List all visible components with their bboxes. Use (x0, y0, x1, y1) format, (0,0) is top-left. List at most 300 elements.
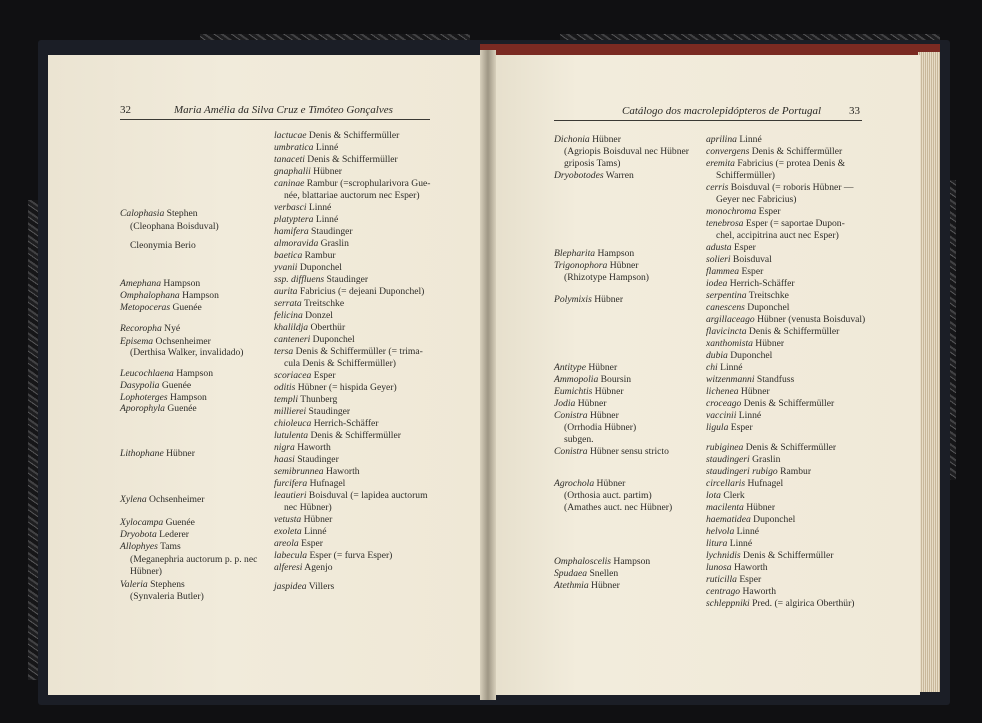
taxon-author: Hampson (611, 556, 651, 567)
taxon-name: oditis (274, 382, 296, 393)
taxon-name: croceago (706, 398, 742, 409)
entry-line (554, 260, 639, 271)
entry-line (274, 394, 337, 405)
taxon-name: jaspidea (274, 581, 307, 592)
taxon-author: Staudinger (324, 274, 369, 285)
entry-line (706, 422, 753, 433)
taxon-name: Recoropha (120, 323, 162, 334)
taxon-name: Agrochola (554, 478, 595, 489)
taxon-name: iodea (706, 278, 728, 289)
taxon-name: tenebrosa (706, 218, 744, 229)
taxon-author: Linné (313, 142, 339, 153)
taxon-name: rubiginea (706, 442, 744, 453)
entry-line (554, 294, 623, 305)
taxon-name: serpentina (706, 290, 747, 301)
taxon-author: Cleonymia Berio (130, 240, 196, 251)
taxon-author: Linné (717, 362, 743, 373)
entry-line (554, 362, 617, 373)
taxon-name: Metopoceras (120, 302, 171, 313)
taxon-author: Duponchel (310, 334, 355, 345)
taxon-author: Esper (= saportae Dupon- (743, 218, 845, 229)
taxon-name: Xylocampa (120, 517, 164, 528)
entry-line (120, 579, 185, 590)
taxon-author: Clerk (720, 490, 745, 501)
taxon-name: platyptera (274, 214, 314, 225)
taxon-author: Treitschke (301, 298, 345, 309)
entry-line (120, 529, 189, 540)
taxon-author: subgen. (564, 434, 594, 445)
entry-line (274, 370, 336, 381)
entry-line (564, 146, 689, 157)
entry-line (120, 448, 195, 459)
taxon-author: (Agriopis Boisduval nec Hübner (564, 146, 689, 157)
taxon-name: Atethmia (554, 580, 589, 591)
taxon-author: Linné (306, 202, 332, 213)
taxon-name: yvanii (274, 262, 298, 273)
taxon-name: almoravida (274, 238, 319, 249)
taxon-author: Staudinger (308, 226, 353, 237)
entry-line (274, 250, 336, 261)
entry-line (274, 214, 338, 225)
taxon-name: lunosa (706, 562, 732, 573)
entry-line (274, 526, 326, 537)
entry-line (274, 274, 368, 285)
entry-line (274, 514, 332, 525)
entry-line (554, 374, 631, 385)
entry-line (706, 398, 834, 409)
entry-line (130, 240, 196, 251)
taxon-author: Rambur (=scrophularivora Gue- (304, 178, 431, 189)
taxon-author: née, blattariae auctorum nec Esper) (284, 190, 420, 201)
taxon-name: aprilina (706, 134, 737, 145)
taxon-name: lactucae (274, 130, 307, 141)
taxon-author: Hübner (163, 448, 195, 459)
taxon-author: Hampson (179, 290, 219, 301)
entry-line (706, 278, 795, 289)
taxon-author: Guenée (159, 380, 192, 391)
taxon-author: Staudinger (306, 406, 351, 417)
entry-line (706, 374, 794, 385)
taxon-name: Xylena (120, 494, 147, 505)
taxon-name: Polymixis (554, 294, 592, 305)
taxon-name: Aporophyla (120, 403, 165, 414)
taxon-author: Pred. (= algirica Oberthür) (749, 598, 855, 609)
taxon-name: centrago (706, 586, 741, 597)
entry-line (706, 410, 761, 421)
entry-line (564, 490, 652, 501)
taxon-author: Duponchel (750, 514, 796, 525)
entry-line (274, 142, 338, 153)
entry-line (274, 130, 399, 141)
taxon-author: Fabricius (= protea Denis & (734, 158, 846, 169)
taxon-name: Eumichtis (554, 386, 593, 397)
taxon-name: canescens (706, 302, 745, 313)
taxon-author: Boisduval (730, 254, 772, 265)
entry-line (130, 566, 162, 577)
taxon-name: Jodia (554, 398, 576, 409)
taxon-author: Denis & Schiffermüller (304, 154, 398, 165)
taxon-author: (Derthisa Walker, invalidado) (130, 347, 244, 358)
entry-line (706, 326, 839, 337)
entry-line (120, 392, 207, 403)
entry-line (554, 568, 618, 579)
entry-line (274, 178, 430, 189)
left-page (48, 55, 488, 695)
taxon-author: Esper (731, 242, 756, 253)
entry-line (564, 158, 620, 169)
taxon-name: ruticilla (706, 574, 737, 585)
taxon-author: Hufnagel (307, 478, 346, 489)
taxon-author: Denis & Schiffermüller (741, 398, 835, 409)
taxon-name: Antitype (554, 362, 586, 373)
taxon-author: Hampson (173, 368, 213, 379)
taxon-author: (Amathes auct. nec Hübner) (564, 502, 673, 513)
taxon-name: lutulenta (274, 430, 309, 441)
taxon-name: Dichonia (554, 134, 590, 145)
taxon-author: Staudinger (294, 454, 339, 465)
taxon-author: Ochsenheimer (146, 494, 205, 505)
entry-line (554, 410, 619, 421)
taxon-author: Duponchel (727, 350, 773, 361)
taxon-name: Blepharita (554, 248, 596, 259)
taxon-name: schleppniki (706, 598, 750, 609)
entry-line (274, 454, 339, 465)
entry-line (274, 490, 428, 501)
taxon-author: (Meganephria auctorum p. p. nec (130, 554, 258, 565)
taxon-name: tersa (274, 346, 294, 357)
taxon-author: Hübner (752, 338, 785, 349)
taxon-name: ligula (706, 422, 729, 433)
taxon-author: Hübner (738, 386, 770, 397)
taxon-name: verbasci (274, 202, 307, 213)
entry-line (716, 230, 839, 241)
taxon-name: vaccinii (706, 410, 737, 421)
entry-line (274, 562, 333, 573)
taxon-name: aurita (274, 286, 298, 297)
taxon-author: (Synvaleria Butler) (130, 591, 204, 602)
taxon-author: Guenée (163, 517, 195, 528)
entry-line (706, 206, 781, 217)
entry-line (274, 202, 331, 213)
taxon-name: haasi (274, 454, 295, 465)
taxon-author: Haworth (294, 442, 331, 453)
taxon-name: umbratica (274, 142, 314, 153)
taxon-name: haematidea (706, 514, 751, 525)
entry-line (130, 221, 219, 232)
entry-line (706, 218, 845, 229)
taxon-name: Omphalophana (120, 290, 180, 301)
taxon-author: Treitschke (746, 290, 789, 301)
entry-line (706, 562, 768, 573)
taxon-name: scoriacea (274, 370, 312, 381)
taxon-author: (Rhizotype Hampson) (564, 272, 649, 283)
entry-line (130, 347, 244, 358)
entry-line (130, 591, 204, 602)
taxon-name: dubia (706, 350, 728, 361)
entry-line (274, 286, 424, 297)
taxon-author: Boisduval (= lapidea auctorum (306, 490, 428, 501)
entry-line (706, 466, 811, 477)
taxon-name: caninae (274, 178, 305, 189)
taxon-author: Denis & Schiffermüller (743, 442, 837, 453)
taxon-author: Graslin (318, 238, 349, 249)
taxon-author: Duponchel (297, 262, 342, 273)
taxon-author: Hübner (301, 514, 333, 525)
entry-line (706, 158, 845, 169)
entry-line (706, 254, 772, 265)
taxon-author: Esper (756, 206, 781, 217)
entry-line (706, 134, 762, 145)
taxon-author: Linné (727, 538, 753, 549)
entry-line (120, 403, 197, 414)
entry-line (274, 310, 333, 321)
taxon-name: lychnidis (706, 550, 741, 561)
taxon-author: Hübner (592, 386, 624, 397)
entry-line (284, 502, 332, 513)
taxon-name: millierei (274, 406, 307, 417)
taxon-author: Herrich-Schäffer (727, 278, 795, 289)
entry-line (706, 490, 745, 501)
taxon-author: Denis & Schiffermüller (749, 146, 843, 157)
taxon-author: Haworth (740, 586, 777, 597)
entry-line (564, 272, 649, 283)
taxon-author: Denis & Schiffermüller (740, 550, 834, 561)
taxon-author: (Cleophana Boisduval) (130, 221, 219, 232)
taxon-author: Linné (313, 214, 339, 225)
taxon-author: Hübner (591, 294, 624, 305)
entry-line (274, 382, 397, 393)
taxon-author: Hübner (575, 398, 607, 409)
taxon-author: Hübner (= hispida Geyer) (295, 382, 397, 393)
taxon-name: tanaceti (274, 154, 305, 165)
taxon-author: Haworth (731, 562, 768, 573)
taxon-name: Valeria (120, 579, 148, 590)
taxon-author: Linné (734, 526, 760, 537)
taxon-author: Linné (301, 526, 327, 537)
taxon-name: Dryobotodes (554, 170, 604, 181)
taxon-name: templi (274, 394, 298, 405)
taxon-author: chel, accipitrina auct nec Esper) (716, 230, 839, 241)
taxon-author: Hübner (743, 502, 776, 513)
taxon-name: flammea (706, 266, 740, 277)
taxon-name: staudingeri rubigo (706, 466, 778, 477)
entry-line (706, 350, 772, 361)
taxon-author: Haworth (323, 466, 360, 477)
taxon-name: Spudaea (554, 568, 588, 579)
taxon-author: Nyé (161, 323, 181, 334)
entry-line (274, 346, 423, 357)
taxon-author: Fabricius (= dejeani Duponchel) (297, 286, 425, 297)
running-head-right: Catálogo dos macrolepidópteros de Portugal (622, 105, 822, 117)
taxon-author: Warren (603, 170, 634, 181)
taxon-name: Omphaloscelis (554, 556, 612, 567)
taxon-name: vetusta (274, 514, 302, 525)
taxon-author: Donzel (302, 310, 333, 321)
entry-line (554, 386, 624, 397)
entry-line (284, 358, 396, 369)
taxon-author: Denis & Schiffermüller (746, 326, 840, 337)
taxon-name: nigra (274, 442, 295, 453)
taxon-author: Hübner (588, 580, 620, 591)
taxon-author: Oberthür (308, 322, 346, 333)
entry-line (554, 556, 650, 567)
taxon-name: Ammopolia (554, 374, 599, 385)
taxon-name: lota (706, 490, 721, 501)
taxon-name: Calophasia (120, 208, 165, 219)
running-head-left: Maria Amélia da Silva Cruz e Timóteo Gonçalves (174, 104, 393, 116)
taxon-name: helvola (706, 526, 735, 537)
taxon-name: baetica (274, 250, 303, 261)
taxon-author: Hübner (venusta Boisduval) (754, 314, 866, 325)
taxon-author: Esper (736, 574, 762, 585)
taxon-author: Hübner (594, 478, 626, 489)
taxon-name: monochroma (706, 206, 757, 217)
taxon-name: canteneri (274, 334, 311, 345)
taxon-name: lichenea (706, 386, 739, 397)
taxon-author: Stephens (147, 579, 185, 590)
taxon-author: Esper (728, 422, 753, 433)
entry-line (706, 338, 784, 349)
page-edges (918, 52, 940, 692)
entry-line (564, 422, 636, 433)
entry-line (706, 574, 761, 585)
taxon-author: Herrich-Schäffer (311, 418, 379, 429)
taxon-author: Esper (298, 538, 323, 549)
entry-line (706, 442, 836, 453)
taxon-name: serrata (274, 298, 302, 309)
taxon-author: Duponchel (744, 302, 790, 313)
taxon-author: Hufnagel (745, 478, 784, 489)
entry-line (274, 334, 355, 345)
taxon-name: staudingeri (706, 454, 750, 465)
entry-line (716, 194, 796, 205)
entry-line (274, 322, 345, 333)
entry-line (274, 478, 345, 489)
taxon-name: adusta (706, 242, 732, 253)
entry-line (120, 208, 198, 219)
entry-line (274, 406, 350, 417)
taxon-name: Trigonophora (554, 260, 608, 271)
taxon-name: areola (274, 538, 299, 549)
taxon-author: Stephen (164, 208, 198, 219)
entry-line (284, 190, 420, 201)
entry-line (554, 478, 625, 489)
entry-line (120, 517, 195, 528)
taxon-name: alferesi (274, 562, 303, 573)
taxon-name: flavicincta (706, 326, 747, 337)
taxon-author: Hübner (589, 134, 621, 145)
entry-line (120, 380, 191, 391)
entry-line (706, 526, 759, 537)
taxon-name: Lophoterges (120, 392, 168, 403)
taxon-name: xanthomista (706, 338, 753, 349)
header-rule-left (120, 119, 430, 120)
taxon-author: Hübner (587, 410, 619, 421)
entry-line (130, 554, 257, 565)
entry-line (274, 418, 379, 429)
entry-line (274, 262, 342, 273)
taxon-name: felicina (274, 310, 303, 321)
entry-line (706, 362, 743, 373)
taxon-author: Esper (311, 370, 336, 381)
taxon-author: Denis & Schiffermüller (= trima- (293, 346, 423, 357)
taxon-author: Hübner sensu stricto (587, 446, 669, 457)
taxon-name: solieri (706, 254, 731, 265)
entry-line (706, 290, 789, 301)
entry-line (706, 586, 776, 597)
taxon-author: Hübner) (130, 566, 162, 577)
taxon-author: Villers (306, 581, 335, 592)
entry-line (120, 368, 213, 379)
taxon-author: Ochsenheimer (153, 336, 211, 347)
taxon-author: Denis & Schiffermüller (308, 430, 401, 441)
taxon-name: Dryobota (120, 529, 157, 540)
taxon-name: exoleta (274, 526, 302, 537)
entry-line (274, 538, 323, 549)
entry-line (554, 580, 620, 591)
taxon-author: Lederer (156, 529, 190, 540)
taxon-name: Allophyes (120, 541, 158, 552)
entry-line (274, 581, 334, 592)
entry-line (706, 454, 780, 465)
taxon-name: eremita (706, 158, 735, 169)
entry-line (274, 166, 342, 177)
entry-line (706, 146, 842, 157)
taxon-author: Hübner (607, 260, 639, 271)
entry-line (274, 154, 398, 165)
entry-line (706, 182, 853, 193)
entry-line (274, 442, 331, 453)
entry-line (274, 226, 353, 237)
taxon-name: convergens (706, 146, 750, 157)
entry-line (120, 290, 219, 301)
taxon-author: Denis & Schiffermüller (306, 130, 400, 141)
taxon-author: Schiffermüller) (716, 170, 775, 181)
taxon-name: furcifera (274, 478, 308, 489)
taxon-author: Geyer nec Fabricius) (716, 194, 797, 205)
taxon-author: Esper (= furva Esper) (307, 550, 393, 561)
entry-line (706, 598, 854, 609)
taxon-author: Thunberg (297, 394, 338, 405)
entry-line (706, 550, 833, 561)
taxon-author: Esper (739, 266, 764, 277)
entry-line (706, 386, 770, 397)
entry-line (274, 298, 344, 309)
entry-line (120, 336, 211, 347)
taxon-name: hamifera (274, 226, 309, 237)
taxon-author: Graslin (749, 454, 781, 465)
entry-line (706, 514, 795, 525)
taxon-author: Snellen (587, 568, 619, 579)
taxon-author: Boursin (598, 374, 632, 385)
entry-line (554, 398, 607, 409)
taxon-name: Conistra (554, 410, 588, 421)
entry-line (706, 302, 789, 313)
taxon-author: Standfuss (754, 374, 795, 385)
taxon-author: griposis Tams) (564, 158, 621, 169)
taxon-name: labecula (274, 550, 308, 561)
taxon-name: Conistra (554, 446, 588, 457)
entry-line (120, 494, 204, 505)
taxon-name: khalildja (274, 322, 309, 333)
taxon-author: Hampson (167, 392, 207, 403)
book-gutter (480, 50, 496, 700)
taxon-author: Boisduval (= roboris Hübner — (728, 182, 854, 193)
taxon-author: Hampson (595, 248, 635, 259)
entry-line (554, 446, 669, 457)
taxon-author: nec Hübner) (284, 502, 332, 513)
taxon-author: cula Denis & Schiffermüller) (284, 358, 396, 369)
